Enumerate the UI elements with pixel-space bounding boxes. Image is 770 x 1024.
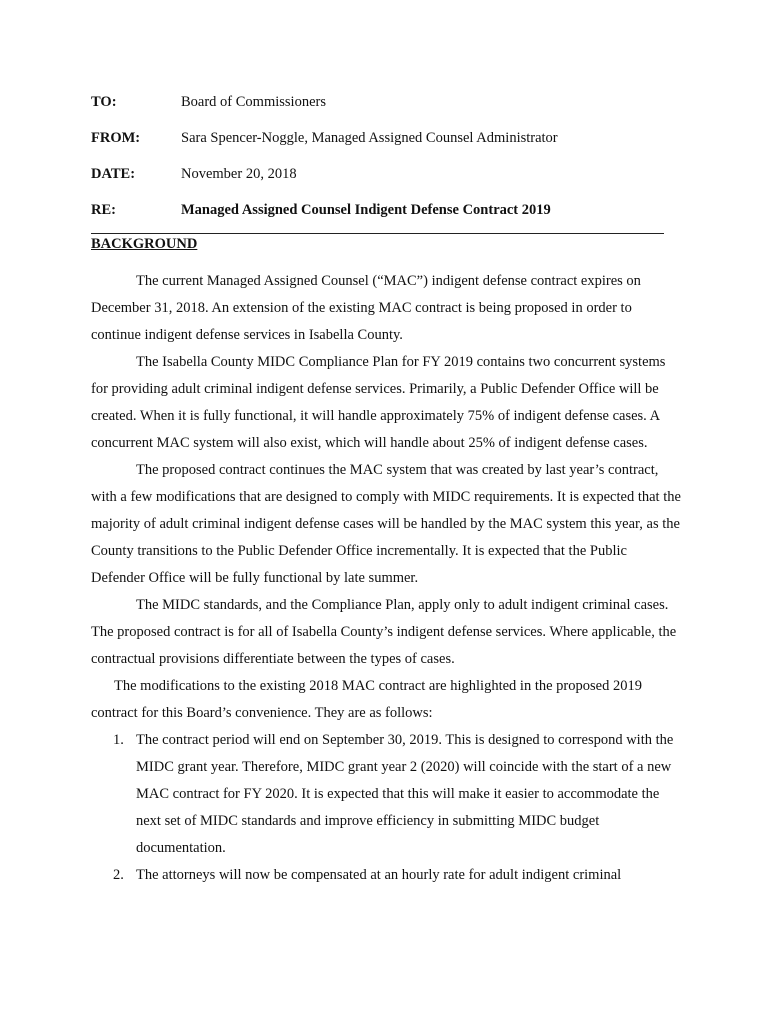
header-divider [91, 233, 664, 234]
paragraph: The proposed contract continues the MAC system that was created by last year’s contract, with a few modifications that are designed to comply with MIDC requirements. It is expected that the majority of adult criminal indigent defense cases will be handled by the MAC system this year, as the County transitions to the Public Defender Office incrementally. It is expected that the Public Defender Office will be fully functional by late summer. [91, 462, 681, 586]
from-value: Sara Spencer-Noggle, Managed Assigned Counsel Administrator [181, 130, 558, 146]
paragraph: The modifications to the existing 2018 MAC contract are highlighted in the proposed 2019 contract for this Board’s convenience. They are as follows: [91, 678, 642, 721]
list-item-number: 2. [113, 867, 124, 883]
re-value: Managed Assigned Counsel Indigent Defense Contract 2019 [181, 202, 551, 218]
section-title: BACKGROUND [91, 236, 198, 252]
list-item [91, 862, 681, 889]
memo-body [91, 268, 681, 889]
paragraph: The MIDC standards, and the Compliance Plan, apply only to adult indigent criminal cases. The proposed contract is for all of Isabella County’s indigent defense services. Where applicable, the contractual provisions differentiate between the types of cases. [91, 597, 677, 667]
date-label: DATE: [91, 166, 136, 182]
to-value: Board of Commissioners [181, 94, 326, 110]
list-item-number: 1. [113, 732, 124, 748]
list-item-text: The attorneys will now be compensated at an hourly rate for adult indigent criminal [136, 867, 622, 883]
list-item-text: The contract period will end on September 30, 2019. This is designed to correspond with the MIDC grant year. Therefore, MIDC grant year 2 (2020) will coincide with the start of a new MAC contract for FY 2020. It is expected that this will make it easier to accommodate the next set of MIDC standards and improve efficiency in submitting MIDC budget documentation. [136, 732, 674, 856]
paragraph: The current Managed Assigned Counsel (“MAC”) indigent defense contract expires on December 31, 2018. An extension of the existing MAC contract is being proposed in order to continue indigent defense services in Isabella County. [91, 273, 641, 343]
modifications-list [91, 727, 681, 889]
date-value: November 20, 2018 [181, 166, 297, 182]
from-label: FROM: [91, 130, 141, 146]
paragraph: The Isabella County MIDC Compliance Plan for FY 2019 contains two concurrent systems for providing adult criminal indigent defense services. Primarily, a Public Defender Office will be created. When it is fully functional, it will handle approximately 75% of indigent defense cases. A concurrent MAC system will also exist, which will handle about 25% of indigent defense cases. [91, 354, 666, 451]
re-label: RE: [91, 202, 116, 218]
list-item [91, 727, 681, 862]
to-label: TO: [91, 94, 117, 110]
